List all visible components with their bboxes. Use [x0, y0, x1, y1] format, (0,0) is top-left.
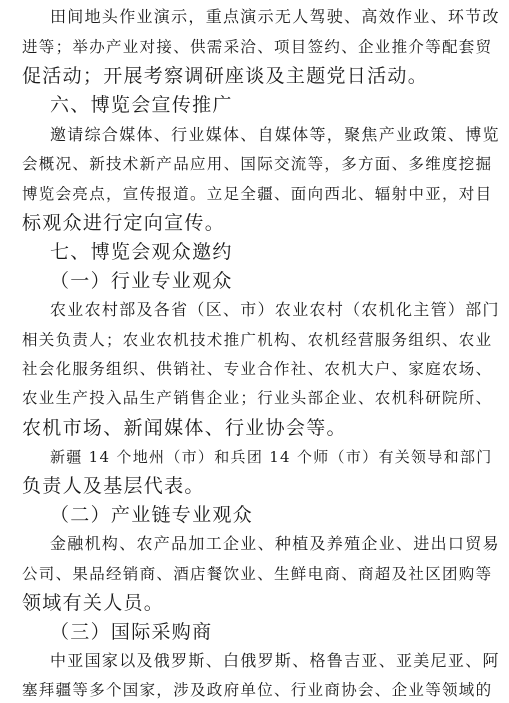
- body-text-line: 负责人及基层代表。: [22, 475, 205, 497]
- body-text-line: 会概况、新技术新产品应用、国际交流等，多方面、多维度挖掘: [22, 155, 493, 173]
- body-text-line: 农机市场、新闻媒体、行业协会等。: [22, 417, 347, 439]
- body-text-line: 农业生产投入品生产销售企业；行业头部企业、农机科研院所、: [22, 389, 493, 407]
- body-text-line: 邀请综合媒体、行业媒体、自媒体等，聚焦产业政策、博览: [50, 125, 500, 144]
- subsection-heading: （三）国际采购商: [50, 621, 213, 643]
- section-heading: 六、博览会宣传推广: [50, 94, 233, 116]
- body-text-line: 中亚国家以及俄罗斯、白俄罗斯、格鲁吉亚、亚美尼亚、阿: [50, 651, 500, 670]
- body-text-line: 新疆 14 个地州（市）和兵团 14 个师（市）有关领导和部门: [50, 448, 493, 466]
- body-text-line: 相关负责人；农业农机技术推广机构、农机经营服务组织、农业: [22, 331, 493, 349]
- body-text-line: 金融机构、农产品加工企业、种植及养殖企业、进出口贸易: [50, 534, 500, 553]
- body-text-line: 社会化服务组织、供销社、专业合作社、农机大户、家庭农场、: [22, 360, 493, 378]
- body-text-line: 塞拜疆等多个国家，涉及政府单位、行业商协会、企业等领域的: [22, 681, 493, 699]
- body-text-line: 博览会亮点，宣传报道。立足全疆、面向西北、辐射中亚，对目: [22, 185, 493, 203]
- subsection-heading: （二）产业链专业观众: [50, 504, 254, 526]
- body-text-line: 促活动；开展考察调研座谈及主题党日活动。: [22, 65, 429, 87]
- subsection-heading: （一）行业专业观众: [50, 270, 233, 292]
- section-heading: 七、博览会观众邀约: [50, 241, 233, 263]
- body-text-line: 田间地头作业演示，重点演示无人驾驶、高效作业、环节改: [50, 7, 500, 26]
- body-text-line: 农业农村部及各省（区、市）农业农村（农机化主管）部门: [50, 300, 500, 319]
- body-text-line: 公司、果品经销商、酒店餐饮业、生鲜电商、商超及社区团购等: [22, 565, 493, 583]
- body-text-line: 领域有关人员。: [22, 592, 165, 614]
- body-text-line: 进等；举办产业对接、供需采洽、项目签约、企业推介等配套贸: [22, 38, 493, 56]
- body-text-line: 标观众进行定向宣传。: [22, 212, 226, 234]
